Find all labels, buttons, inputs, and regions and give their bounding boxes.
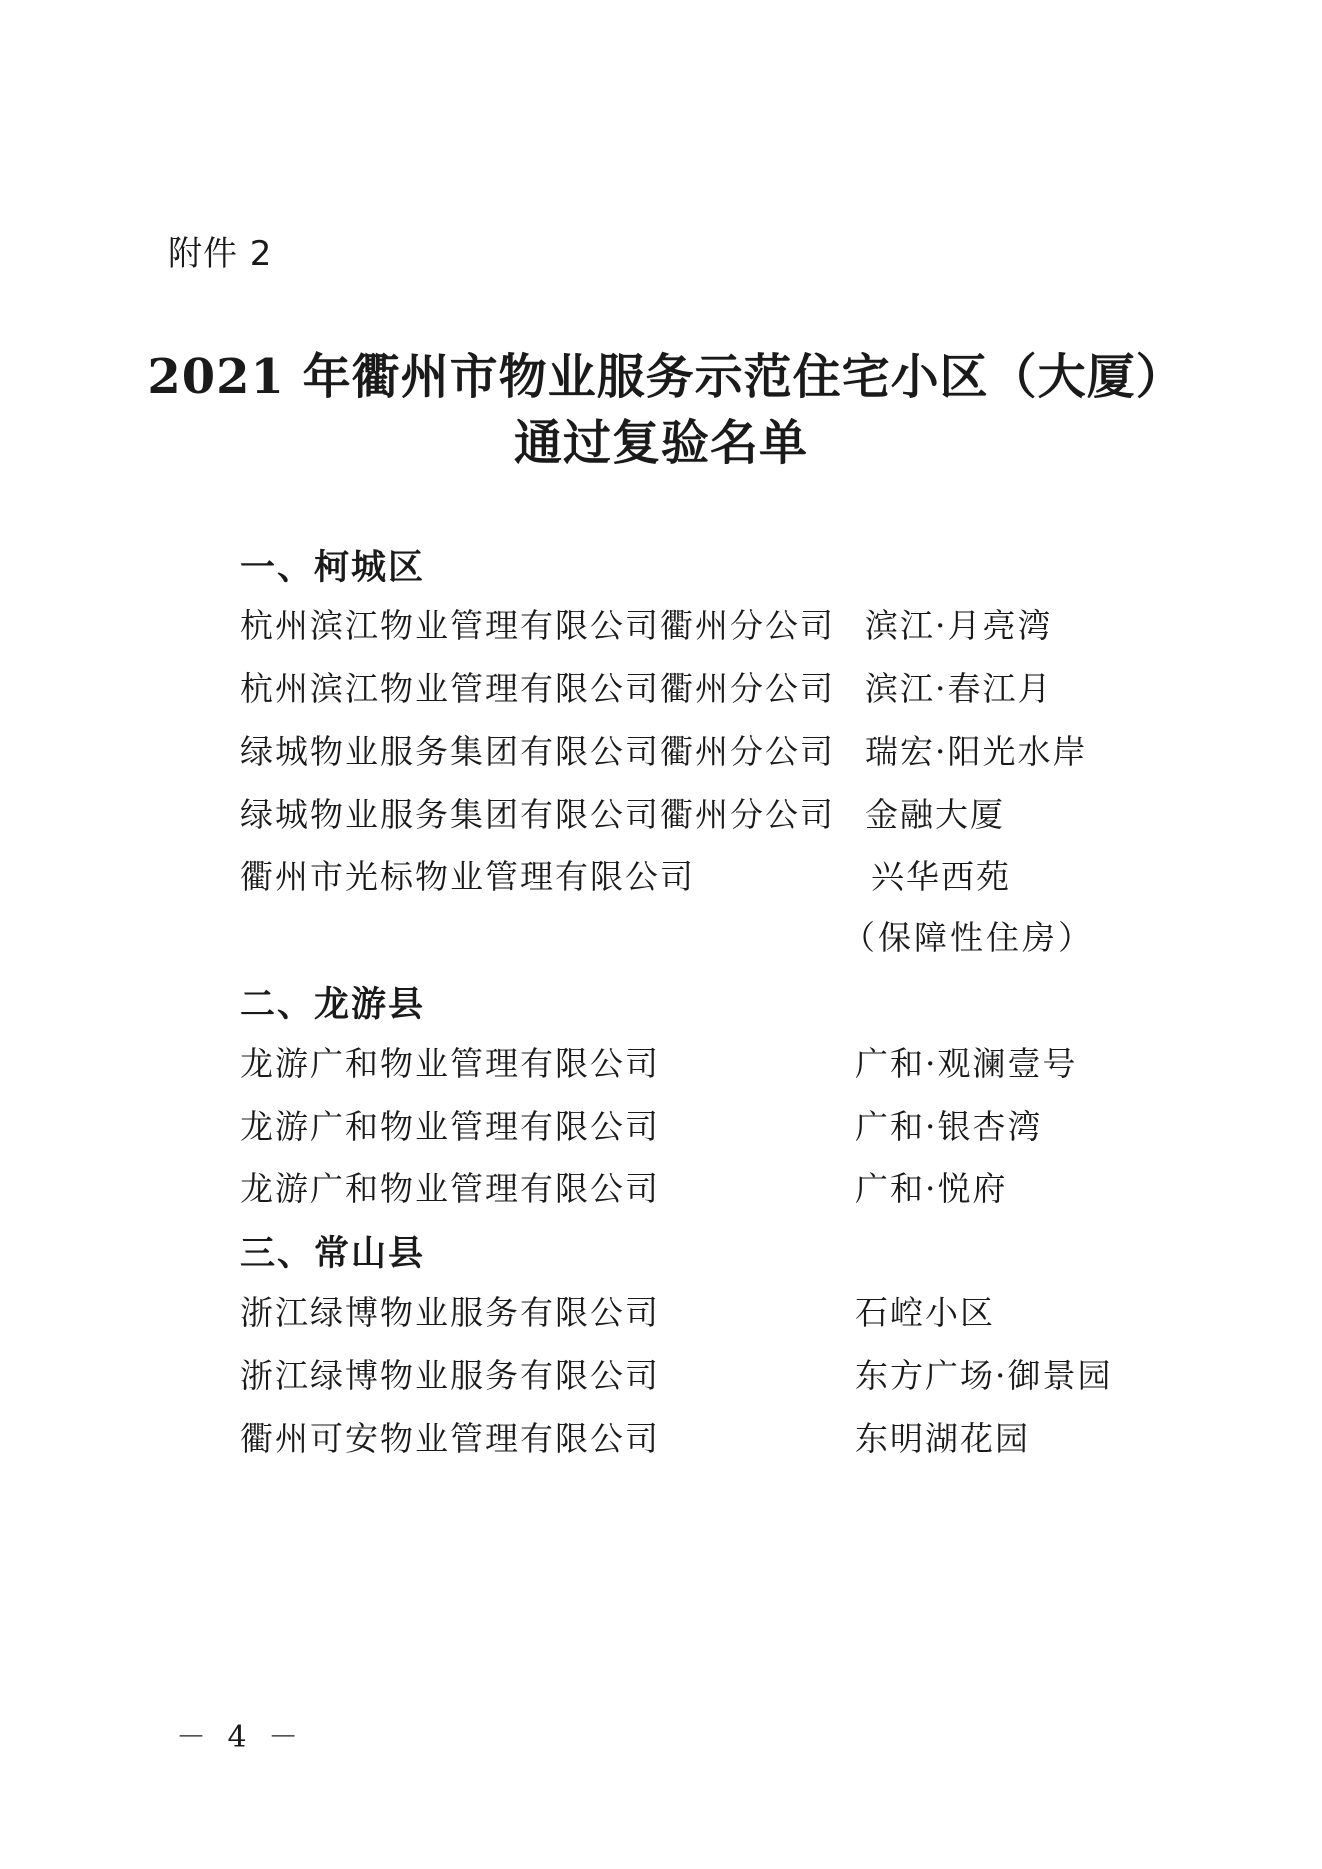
estate-note: （保障性住房） bbox=[842, 918, 1094, 957]
estate-name: 石崆小区 bbox=[855, 1293, 995, 1332]
list-item bbox=[0, 1350, 1322, 1400]
section-heading-changshan: 三、常山县 bbox=[240, 1234, 426, 1274]
estate-name: 滨江·春江月 bbox=[865, 669, 1053, 708]
estate-name: 滨江·月亮湾 bbox=[865, 606, 1053, 645]
document-title-line2: 通过复验名单 bbox=[513, 415, 808, 471]
list-item bbox=[0, 1413, 1322, 1463]
company-name: 浙江绿博物业服务有限公司 bbox=[240, 1293, 660, 1332]
estate-name: 广和·银杏湾 bbox=[855, 1107, 1043, 1146]
company-name: 浙江绿博物业服务有限公司 bbox=[240, 1356, 660, 1395]
list-item bbox=[0, 1101, 1322, 1151]
estate-name: 东明湖花园 bbox=[855, 1419, 1030, 1458]
list-item bbox=[0, 1163, 1322, 1213]
company-name: 衢州可安物业管理有限公司 bbox=[240, 1419, 660, 1458]
company-name: 龙游广和物业管理有限公司 bbox=[240, 1044, 660, 1083]
list-item bbox=[0, 1038, 1322, 1088]
list-item bbox=[0, 851, 1322, 901]
company-name: 杭州滨江物业管理有限公司衢州分公司 bbox=[240, 606, 835, 645]
estate-name: 东方广场·御景园 bbox=[855, 1356, 1113, 1395]
list-item bbox=[0, 1287, 1322, 1337]
company-name: 杭州滨江物业管理有限公司衢州分公司 bbox=[240, 669, 835, 708]
estate-name: 广和·观澜壹号 bbox=[855, 1044, 1078, 1083]
list-item bbox=[0, 789, 1322, 839]
section-heading-kecheng: 一、柯城区 bbox=[240, 548, 426, 588]
document-title-line1: 2021 年衢州市物业服务示范住宅小区（大厦） bbox=[147, 349, 1185, 405]
list-item bbox=[0, 726, 1322, 776]
estate-name: 瑞宏·阳光水岸 bbox=[865, 732, 1088, 771]
company-name: 绿城物业服务集团有限公司衢州分公司 bbox=[240, 795, 835, 834]
estate-name: 兴华西苑 bbox=[871, 857, 1011, 896]
list-item bbox=[0, 663, 1322, 713]
estate-name: 广和·悦府 bbox=[855, 1169, 1008, 1208]
estate-name: 金融大厦 bbox=[865, 795, 1005, 834]
company-name: 衢州市光标物业管理有限公司 bbox=[240, 857, 695, 896]
section-heading-longyou: 二、龙游县 bbox=[240, 985, 426, 1025]
company-name: 龙游广和物业管理有限公司 bbox=[240, 1107, 660, 1146]
list-item bbox=[0, 600, 1322, 650]
page-number: － 4 － bbox=[176, 1720, 305, 1755]
company-name: 龙游广和物业管理有限公司 bbox=[240, 1169, 660, 1208]
company-name: 绿城物业服务集团有限公司衢州分公司 bbox=[240, 732, 835, 771]
attachment-label: 附件 2 bbox=[168, 234, 273, 274]
